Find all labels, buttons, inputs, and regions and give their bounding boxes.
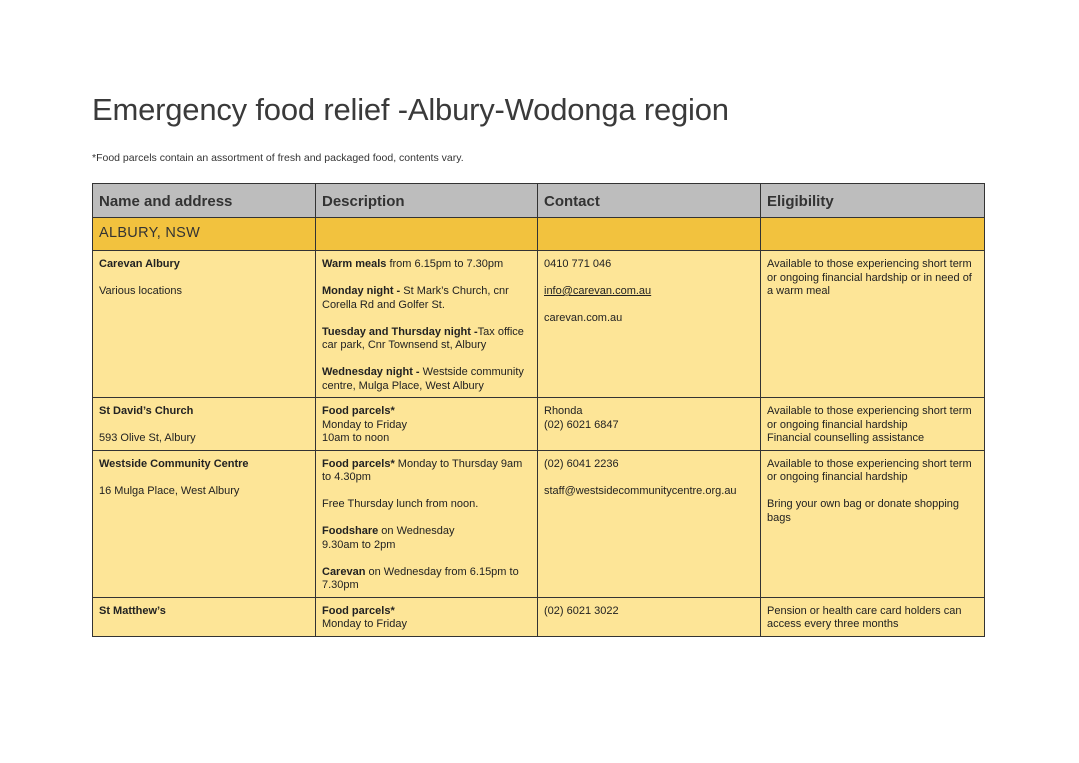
name-cell xyxy=(93,450,316,597)
phone: (02) 6041 2236 xyxy=(544,457,619,470)
name-cell xyxy=(93,398,316,451)
food-parcel-note: *Food parcels contain an assortment of fresh and packaged food, contents vary. xyxy=(92,152,464,164)
description-cell xyxy=(316,597,538,636)
desc-text: 9.30am to 2pm xyxy=(322,538,396,551)
phone: (02) 6021 3022 xyxy=(544,604,619,617)
contact-cell xyxy=(538,398,761,451)
org-name: Westside Community Centre xyxy=(99,457,249,470)
org-address: Various locations xyxy=(99,285,182,297)
desc-text: Tax office car park, Cnr Townsend st, Albury xyxy=(322,325,524,351)
desc-text: St Mark’s Church, cnr Corella Rd and Golfer St. xyxy=(322,285,509,311)
description-cell xyxy=(316,251,538,398)
eligibility-text: Available to those experiencing short term or ongoing financial hardship xyxy=(767,405,972,431)
email: staff@westsidecommunitycentre.org.au xyxy=(544,484,737,497)
description-cell xyxy=(316,398,538,451)
org-name: St David’s Church xyxy=(99,405,194,417)
desc-text: on Wednesday from 6.15pm to 7.30pm xyxy=(322,565,519,591)
table-row xyxy=(93,597,985,636)
desc-bold: Carevan xyxy=(322,565,366,578)
contact-name: Rhonda xyxy=(544,405,583,417)
food-relief-table xyxy=(92,183,985,637)
eligibility-cell xyxy=(761,597,985,636)
desc-text: Westside community centre, Mulga Place, West Albury xyxy=(322,366,524,392)
table-header-row xyxy=(93,184,985,218)
eligibility-cell xyxy=(761,450,985,597)
contact-cell xyxy=(538,251,761,398)
desc-bold: Food parcels* xyxy=(322,604,395,617)
desc-text: Monday to Thursday 9am to 4.30pm xyxy=(322,457,523,483)
eligibility-text: Bring your own bag or donate shopping bags xyxy=(767,498,960,524)
contact-cell xyxy=(538,450,761,597)
section-row xyxy=(93,218,985,251)
desc-text: 10am to noon xyxy=(322,432,390,444)
website: carevan.com.au xyxy=(544,312,623,324)
desc-bold: Tuesday and Thursday night - xyxy=(322,325,478,338)
contact-cell xyxy=(538,597,761,636)
phone: (02) 6021 6847 xyxy=(544,418,619,431)
org-address: 593 Olive St, Albury xyxy=(99,432,196,444)
eligibility-cell xyxy=(761,251,985,398)
name-cell xyxy=(93,597,316,636)
desc-text: on Wednesday xyxy=(378,525,455,537)
eligibility-text: Available to those experiencing short term or ongoing financial hardship or in need of a warm meal xyxy=(767,258,972,297)
section-label: ALBURY, NSW xyxy=(93,218,316,251)
page-title: Emergency food relief -Albury-Wodonga region xyxy=(92,92,729,127)
eligibility-cell xyxy=(761,398,985,451)
eligibility-text: Financial counselling assistance xyxy=(767,432,925,444)
org-name: St Matthew’s xyxy=(99,604,166,617)
table-row xyxy=(93,450,985,597)
desc-text: Free Thursday lunch from noon. xyxy=(322,498,479,510)
desc-text: from 6.15pm to 7.30pm xyxy=(386,258,504,270)
table-row xyxy=(93,398,985,451)
header-description: Description xyxy=(316,184,538,218)
org-name: Carevan Albury xyxy=(99,258,180,270)
desc-bold: Wednesday night - xyxy=(322,366,420,378)
email-link[interactable]: info@carevan.com.au xyxy=(544,285,652,297)
header-name: Name and address xyxy=(93,184,316,218)
desc-text: Monday to Friday xyxy=(322,418,407,431)
desc-bold: Warm meals xyxy=(322,258,387,270)
eligibility-text: Available to those experiencing short term or ongoing financial hardship xyxy=(767,457,972,483)
header-contact: Contact xyxy=(538,184,761,218)
desc-bold: Foodshare xyxy=(322,525,379,537)
org-address: 16 Mulga Place, West Albury xyxy=(99,484,240,497)
desc-bold: Monday night - xyxy=(322,285,401,297)
header-eligibility: Eligibility xyxy=(761,184,985,218)
eligibility-text: Pension or health care card holders can access every three months xyxy=(767,604,962,630)
desc-bold: Food parcels* xyxy=(322,457,395,470)
desc-bold: Food parcels* xyxy=(322,405,395,417)
phone: 0410 771 046 xyxy=(544,258,612,270)
description-cell xyxy=(316,450,538,597)
table-row xyxy=(93,251,985,398)
name-cell xyxy=(93,251,316,398)
desc-text: Monday to Friday xyxy=(322,618,407,630)
